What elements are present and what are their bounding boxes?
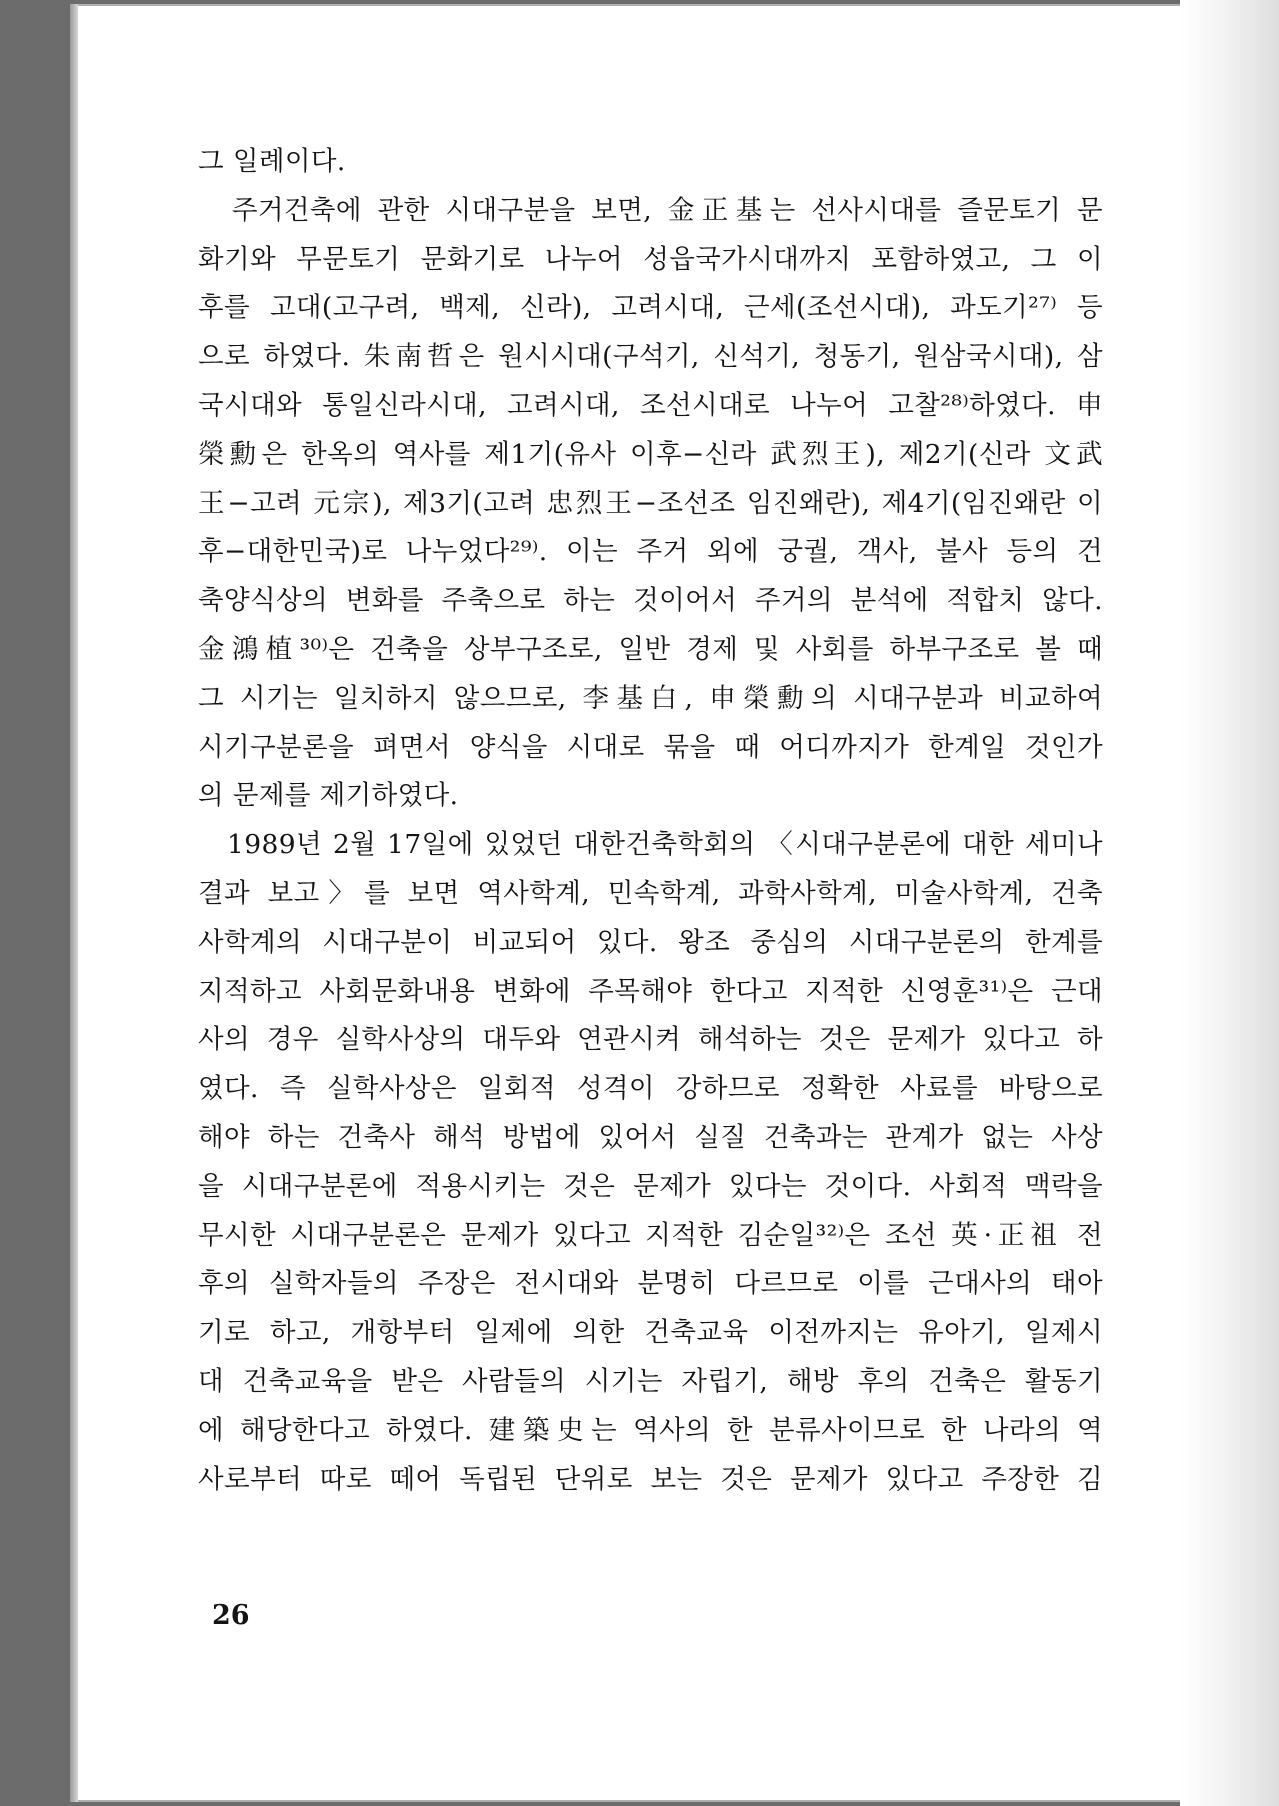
page-number: 26 xyxy=(212,1600,250,1631)
text-line: 을 시대구분론에 적용시키는 것은 문제가 있다는 것이다. 사회적 맥락을 xyxy=(198,1170,1103,1202)
text-line: 축양식상의 변화를 주축으로 하는 것이어서 주거의 분석에 적합치 않다. xyxy=(198,585,1103,617)
text-line: 에 해당한다고 하였다. 建築史는 역사의 한 분류사이므로 한 나라의 역 xyxy=(198,1414,1103,1446)
text-line: 기로 하고, 개항부터 일제에 의한 건축교육 이전까지는 유아기, 일제시 xyxy=(198,1317,1103,1349)
text-line: 시기구분론을 펴면서 양식을 시대로 묶을 때 어디까지가 한계일 것인가 xyxy=(198,731,1103,763)
text-line: 결과 보고〉를 보면 역사학계, 민속학계, 과학사학계, 미술사학계, 건축 xyxy=(198,877,1103,909)
text-line: 였다. 즉 실학사상은 일회적 성격이 강하므로 정확한 사료를 바탕으로 xyxy=(198,1073,1103,1105)
text-line: 사로부터 따로 떼어 독립된 단위로 보는 것은 문제가 있다고 주장한 김 xyxy=(198,1463,1103,1495)
text-line: 榮勳은 한옥의 역사를 제1기(유사 이후−신라 武烈王), 제2기(신라 文武 xyxy=(198,438,1103,470)
text-line: 주거건축에 관한 시대구분을 보면, 金正基는 선사시대를 즐문토기 문 xyxy=(198,194,1103,226)
page-gutter-shadow xyxy=(1180,0,1279,1806)
text-line: 해야 하는 건축사 해석 방법에 있어서 실질 건축과는 관계가 없는 사상 xyxy=(198,1121,1103,1153)
text-line: 후의 실학자들의 주장은 전시대와 분명히 다르므로 이를 근대사의 태아 xyxy=(198,1268,1103,1300)
text-line: 무시한 시대구분론은 문제가 있다고 지적한 김순일³²⁾은 조선 英·正祖 전 xyxy=(198,1219,1103,1251)
text-line: 金鴻植³⁰⁾은 건축을 상부구조로, 일반 경제 및 사회를 하부구조로 볼 때 xyxy=(198,633,1103,665)
text-line: 화기와 무문토기 문화기로 나누어 성읍국가시대까지 포함하였고, 그 이 xyxy=(198,243,1103,275)
body-text xyxy=(198,138,1103,1504)
text-line: 후−대한민국)로 나누었다²⁹⁾. 이는 주거 외에 궁궐, 객사, 불사 등의 건 xyxy=(198,536,1103,568)
text-line: 사의 경우 실학사상의 대두와 연관시켜 해석하는 것은 문제가 있다고 하 xyxy=(198,1024,1103,1056)
text-line: 의 문제를 제기하였다. xyxy=(198,780,459,812)
text-line: 으로 하였다. 朱南哲은 원시시대(구석기, 신석기, 청동기, 원삼국시대), 삼 xyxy=(198,341,1103,373)
text-line: 그 시기는 일치하지 않으므로, 李基白, 申榮勳의 시대구분과 비교하여 xyxy=(198,682,1103,714)
text-line: 국시대와 통일신라시대, 고려시대, 조선시대로 나누어 고찰²⁸⁾하였다. 申 xyxy=(198,389,1103,421)
text-line: 대 건축교육을 받은 사람들의 시기는 자립기, 해방 후의 건축은 활동기 xyxy=(198,1365,1103,1397)
text-line: 지적하고 사회문화내용 변화에 주목해야 한다고 지적한 신영훈³¹⁾은 근대 xyxy=(198,975,1103,1007)
page-stack-edge xyxy=(70,4,78,1802)
text-line: 사학계의 시대구분이 비교되어 있다. 왕조 중심의 시대구분론의 한계를 xyxy=(198,926,1103,958)
text-line: 王−고려 元宗), 제3기(고려 忠烈王−조선조 임진왜란), 제4기(임진왜란 이 xyxy=(198,487,1103,519)
text-line: 1989년 2월 17일에 있었던 대한건축학회의 〈시대구분론에 대한 세미나 xyxy=(198,829,1103,861)
text-line: 후를 고대(고구려, 백제, 신라), 고려시대, 근세(조선시대), 과도기²⁷⁾ 등 xyxy=(198,292,1103,324)
text-line: 그 일례이다. xyxy=(198,146,346,177)
